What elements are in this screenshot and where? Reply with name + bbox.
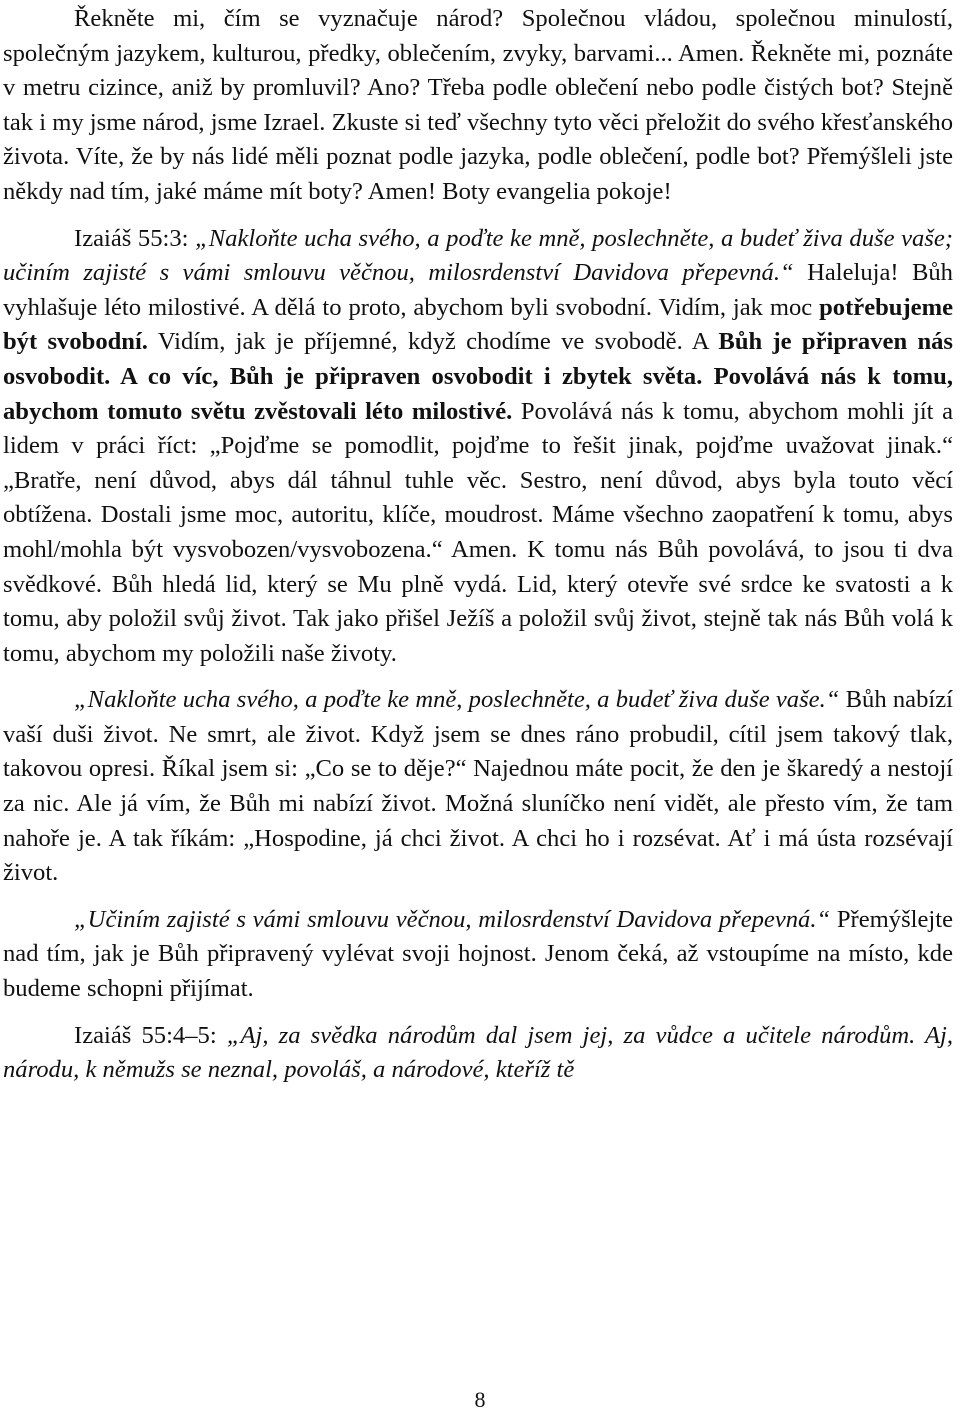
page-number: 8 [474, 1387, 486, 1412]
paragraph-isaiah-55-4-5 [3, 1019, 953, 1088]
paragraph-covenant [3, 903, 953, 1007]
emphasis-text: potřebujeme být svobodní. [3, 293, 953, 356]
emphasis-text: Bůh je připraven nás osvobodit. A co víc, Bůh je připraven osvobodit i zbytek světa. Povolává nás k tomu, abychom tomuto světu zvěstovali léto milostivé. [3, 328, 953, 425]
text-segment: Bůh nabízí vaší duši život. Ne smrt, ale život. Když jsem se dnes ráno probudil, cítil jsem takový tlak, takovou opresi. Říkal jsem si: „Co se to děje?“ Najednou máte pocit, že den je škaredý a nestojí za nic. Ale já vím, že Bůh mi nabízí život. Možná sluníčko není vidět, ale přesto vím, že tam nahoře je. A tak říkám: „Hospodine, já chci život. A chci ho i rozsévat. Ať i má ústa rozsévají život. [3, 686, 953, 887]
text-segment: Řekněte mi, čím se vyznačuje národ? Společnou vládou, společnou minulostí, společným jazykem, kulturou, předky, oblečením, zvyky, barvami... Amen. Řekněte mi, poznáte v metru cizince, aniž by promluvil? Ano? Třeba podle oblečení nebo podle čistých bot? Stejně tak i my jsme národ, jsme Izrael. Zkuste si teď všechny tyto věci přeložit do svého křesťanského života. Víte, že by nás lidé měli poznat podle jazyka, podle oblečení, podle bot? Přemýšleli jste někdy nad tím, jaké máme mít boty? Amen! Boty evangelia pokoje! [3, 5, 953, 205]
scripture-reference: Izaiáš 55:4–5: [74, 1021, 227, 1049]
text-segment: Přemýšlejte nad tím, jak je Bůh připravený vylévat svoji hojnost. Jenom čeká, až vstoupíme na místo, kde budeme schopni přijímat. [3, 905, 953, 1003]
scripture-quote: „Nakloňte ucha svého, a poďte ke mně, poslechněte, a budeť živa duše vaše; učiním zajisté s vámi smlouvu věčnou, milosrdenství Davidova přepevná.“ [3, 224, 953, 287]
scripture-quote: „Aj, za svědka národům dal jsem jej, za vůdce a učitele národům. Aj, národu, k němužs se neznal, povoláš, a národové, kteříž tě [3, 1021, 953, 1084]
scripture-quote: „Učiním zajisté s vámi smlouvu věčnou, milosrdenství Davidova přepevná.“ [74, 905, 831, 933]
scripture-reference: Izaiáš 55:3: [74, 224, 196, 252]
text-segment: Vidím, jak je příjemné, když chodíme ve svobodě. A [147, 328, 719, 356]
text-segment: Haleluja! Bůh vyhlašuje léto milostivé. A dělá to proto, abychom byli svobodní. Vidím, jak moc [3, 259, 953, 321]
text-segment: Povolává nás k tomu, abychom mohli jít a lidem v práci říct: „Pojďme se pomodlit, pojďme to řešit jinak, pojďme uvažovat jinak.“ „Bratře, není důvod, abys dál táhnul tuhle věc. Sestro, není důvod, abys byla touto věcí obtížena. Dostali jsme moc, autoritu, klíče, moudrost. Máme všechno zaopatření k tomu, abys mohl/mohla být vysvobozen/vysvobozena.“ Amen. K tomu nás Bůh povolává, to jsou ti dva svědkové. Bůh hledá lid, který se Mu plně vydá. Lid, který otevře své srdce ke svatosti a k tomu, aby položil svůj život. Tak jako přišel Ježíš a položil svůj život, stejně tak nás Bůh volá k tomu, abychom my položili naše životy. [3, 397, 953, 667]
scripture-quote: „Nakloňte ucha svého, a poďte ke mně, poslechněte, a budeť živa duše vaše.“ [74, 686, 840, 714]
paragraph-life [3, 683, 953, 891]
paragraph-nation [3, 2, 953, 210]
paragraph-isaiah-55-3 [3, 222, 953, 672]
document-page [3, 2, 953, 1088]
